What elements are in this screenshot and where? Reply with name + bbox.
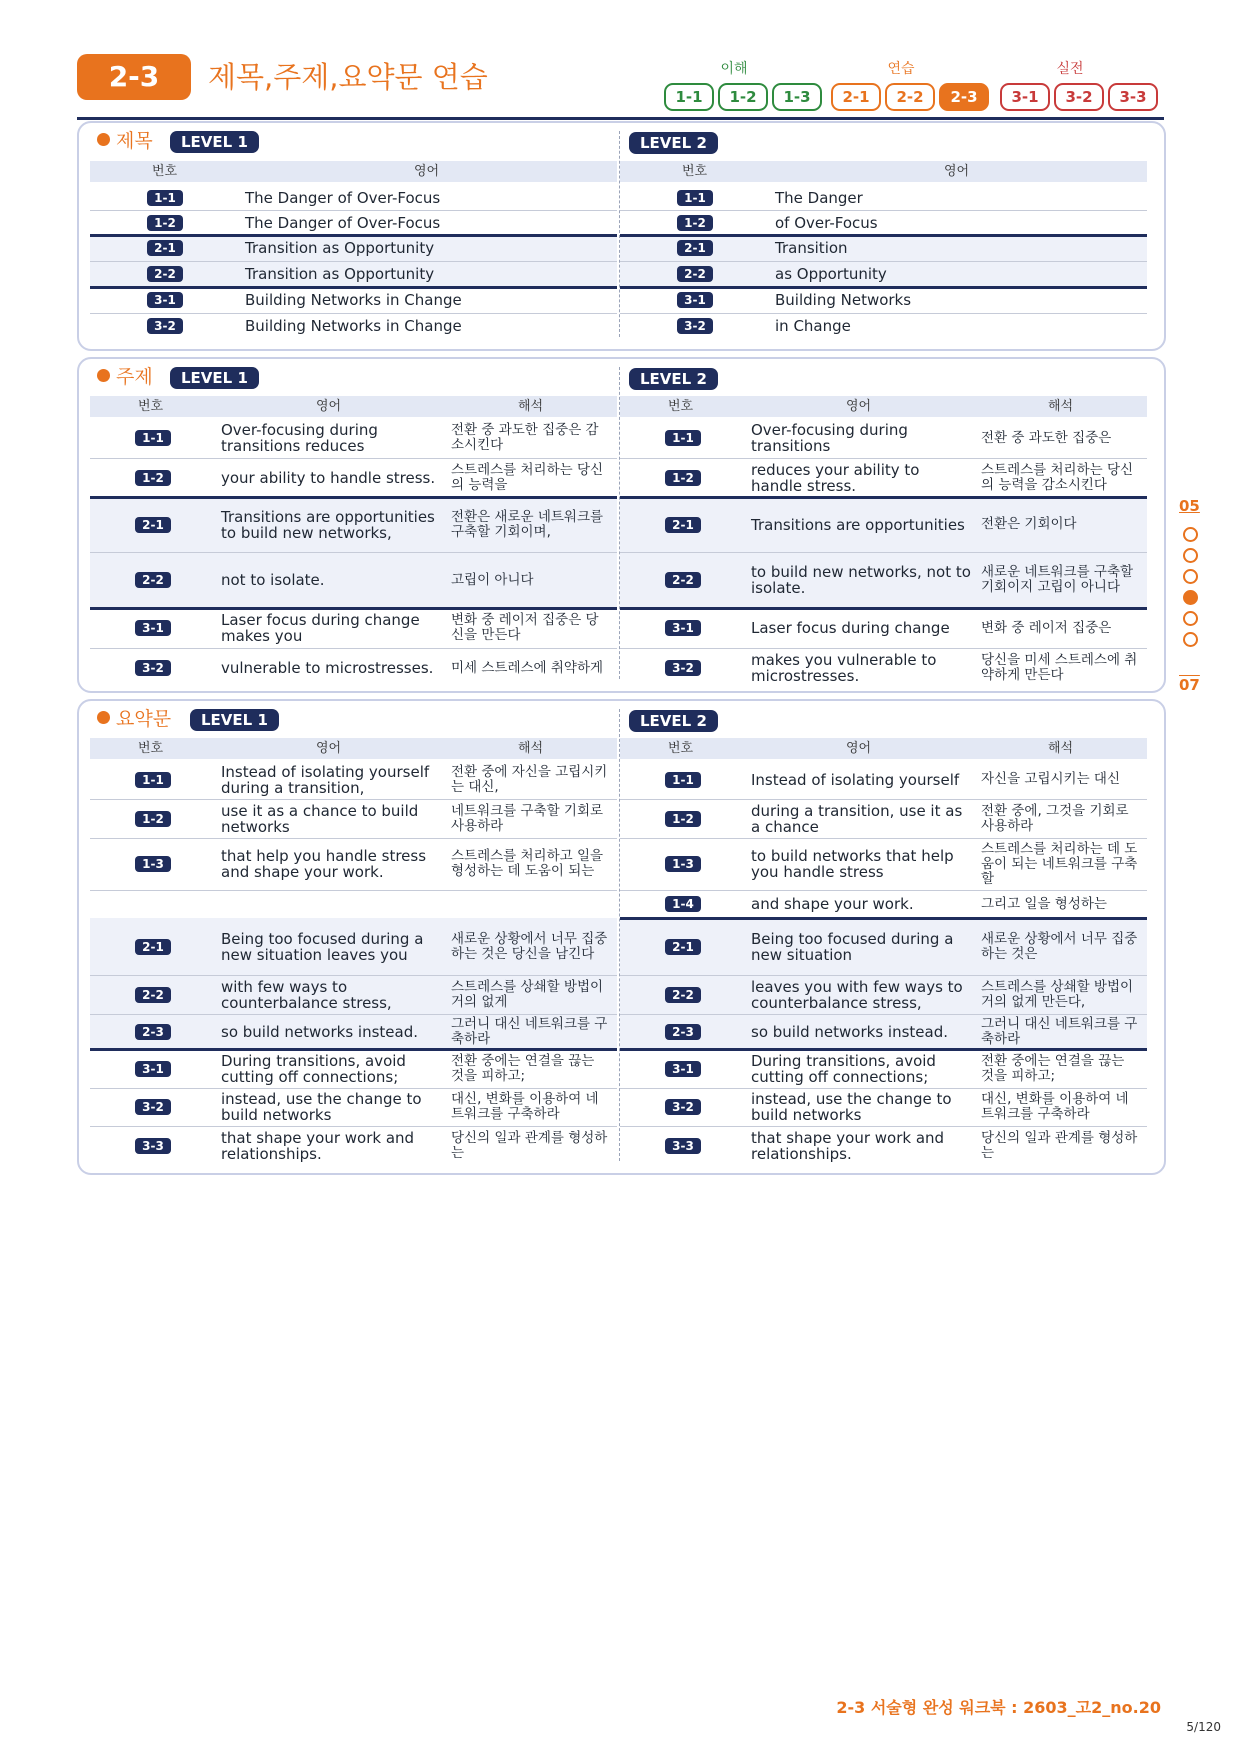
header-num: 번호 <box>138 741 164 756</box>
row-number-badge: 1-2 <box>135 811 171 827</box>
row-english: The Danger of Over-Focus <box>245 188 441 207</box>
row-korean: 전환 중 과도한 집중은 감소시킨다 <box>451 422 599 453</box>
page-title: 제목,주제,요약문 연습 <box>208 60 488 94</box>
row-line <box>620 838 1147 839</box>
row-line <box>620 313 1147 314</box>
row-english: Laser focus during change makes you <box>221 611 420 645</box>
header-en: 영어 <box>414 164 440 179</box>
nav-button-1-1[interactable]: 1-1 <box>664 83 714 111</box>
row-korean: 스트레스를 상쇄할 방법이 거의 없게 만든다, <box>981 978 1134 1010</box>
row-number-badge: 2-2 <box>677 266 713 282</box>
row-english: During transitions, avoid cutting off connections; <box>221 1051 406 1086</box>
row-english: instead, use the change to build networks <box>221 1090 422 1124</box>
row-english: Building Networks in Change <box>245 291 462 309</box>
group-separator <box>620 1048 1147 1051</box>
row-korean: 대신, 변화를 이용하여 네트워크를 구축하라 <box>981 1091 1129 1122</box>
row-english: not to isolate. <box>221 571 325 589</box>
row-number-badge: 2-3 <box>135 1024 171 1040</box>
header-ko: 해석 <box>1048 741 1074 756</box>
row-korean: 새로운 상황에서 너무 집중하는 것은 당신을 남긴다 <box>451 930 608 962</box>
row-korean: 전환 중에, 그것을 기회로 사용하라 <box>981 802 1129 834</box>
table-header <box>90 161 617 182</box>
group-separator <box>90 234 617 237</box>
header-ko: 해석 <box>1048 399 1074 414</box>
row-english: so build networks instead. <box>221 1022 418 1041</box>
nav-button-2-2[interactable]: 2-2 <box>885 83 935 111</box>
level1-badge: LEVEL 1 <box>190 709 279 731</box>
table-header <box>620 738 1147 759</box>
row-number-badge: 2-3 <box>665 1024 701 1040</box>
header-num: 번호 <box>152 164 178 179</box>
row-korean: 전환 중에는 연결을 끊는 것을 피하고; <box>981 1052 1125 1084</box>
row-number-badge: 1-1 <box>135 430 171 446</box>
row-english: Instead of isolating yourself during a transition, <box>221 762 430 797</box>
side-index-circle <box>1183 611 1198 626</box>
row-english: that shape your work and relationships. <box>751 1128 945 1163</box>
group-separator <box>90 496 617 499</box>
row-english: During transitions, avoid cutting off connections; <box>751 1051 936 1086</box>
row-line <box>90 890 617 891</box>
row-number-badge: 3-1 <box>135 620 171 636</box>
row-korean: 네트워크를 구축할 기회로 사용하라 <box>451 802 604 834</box>
row-line <box>620 890 1147 891</box>
row-line <box>620 261 1147 262</box>
row-number-badge: 3-2 <box>665 660 701 676</box>
row-korean: 당신의 일과 관계를 형성하는 <box>981 1129 1138 1161</box>
row-line <box>90 210 617 211</box>
header-num: 번호 <box>138 399 164 414</box>
row-number-badge: 3-2 <box>135 660 171 676</box>
group-separator <box>620 234 1147 237</box>
row-korean: 스트레스를 처리하는 당신의 능력을 감소시킨다 <box>981 461 1134 493</box>
side-index-circle <box>1183 590 1198 605</box>
group-separator <box>620 286 1147 289</box>
row-number-badge: 1-4 <box>665 896 701 912</box>
row-number-badge: 1-2 <box>147 215 183 231</box>
row-number-badge: 3-2 <box>677 318 713 334</box>
row-number-badge: 3-2 <box>147 318 183 334</box>
row-line <box>90 975 617 976</box>
row-korean: 자신을 고립시키는 대신 <box>981 771 1120 787</box>
row-number-badge: 3-2 <box>135 1099 171 1115</box>
row-number-badge: 1-1 <box>665 430 701 446</box>
row-english: that shape your work and relationships. <box>221 1128 415 1163</box>
row-english: Being too focused during a new situation leaves you <box>221 929 424 964</box>
row-number-badge: 2-1 <box>677 240 713 256</box>
bullet-dot-icon <box>97 133 110 146</box>
row-english: Being too focused during a new situation <box>751 929 954 964</box>
section-label: 제목 <box>116 130 153 152</box>
row-english: Building Networks in Change <box>245 317 462 335</box>
row-number-badge: 2-1 <box>665 939 701 955</box>
row-english: Laser focus during change <box>751 619 950 637</box>
section-label: 주제 <box>116 366 153 388</box>
row-english: use it as a chance to build networks <box>221 801 419 836</box>
row-english: reduces your ability to handle stress. <box>751 460 920 495</box>
row-korean: 변화 중 레이저 집중은 <box>981 619 1112 636</box>
row-line <box>90 313 617 314</box>
row-line <box>620 1088 1147 1089</box>
nav-button-1-3[interactable]: 1-3 <box>772 83 822 111</box>
row-korean: 새로운 상황에서 너무 집중하는 것은 <box>981 930 1138 962</box>
row-korean: 전환은 기회이다 <box>981 516 1077 532</box>
row-korean: 당신을 미세 스트레스에 취약하게 만든다 <box>981 652 1138 683</box>
row-korean: 새로운 네트워크를 구축할 기회이지 고립이 아니다 <box>981 564 1134 595</box>
header-en: 영어 <box>944 164 970 179</box>
row-line <box>620 799 1147 800</box>
footer-title: 2-3 서술형 완성 워크북 : 2603_고2_no.20 <box>836 1698 1161 1717</box>
row-number-badge: 1-2 <box>677 215 713 231</box>
nav-button-1-2[interactable]: 1-2 <box>718 83 768 111</box>
row-number-badge: 3-1 <box>665 1061 701 1077</box>
row-line <box>90 458 617 459</box>
row-korean: 변화 중 레이저 집중은 당신을 만든다 <box>451 612 599 643</box>
row-number-badge: 1-2 <box>135 470 171 486</box>
nav-button-3-2[interactable]: 3-2 <box>1054 83 1104 111</box>
row-english: with few ways to counterbalance stress, <box>221 977 392 1012</box>
row-korean: 그러니 대신 네트워크를 구축하라 <box>451 1015 608 1047</box>
lesson-badge: 2-3 <box>77 54 191 100</box>
row-line <box>90 1014 617 1015</box>
header-en: 영어 <box>316 399 342 414</box>
row-english: as Opportunity <box>775 265 887 283</box>
group-separator <box>90 1048 617 1051</box>
header-num: 번호 <box>682 164 708 179</box>
side-index-top: 05 <box>1179 497 1200 515</box>
row-line <box>90 838 617 839</box>
header-num: 번호 <box>668 741 694 756</box>
row-english: Transitions are opportunities <box>751 515 965 534</box>
row-english: Instead of isolating yourself <box>751 770 960 789</box>
level2-badge: LEVEL 2 <box>629 132 718 154</box>
row-korean: 스트레스를 처리하는 데 도움이 되는 네트워크를 구축할 <box>981 840 1138 887</box>
row-english: Over-focusing during transitions reduces <box>221 421 378 455</box>
row-line <box>90 1088 617 1089</box>
row-english: so build networks instead. <box>751 1022 948 1041</box>
page-number: 5/120 <box>1186 1720 1221 1734</box>
group-separator <box>620 607 1147 610</box>
side-index-circle <box>1183 569 1198 584</box>
nav-button-3-3[interactable]: 3-3 <box>1108 83 1158 111</box>
row-line <box>90 1126 617 1127</box>
group-separator <box>90 607 617 610</box>
row-english: leaves you with few ways to counterbalance stress, <box>751 977 963 1012</box>
row-korean: 전환 중 과도한 집중은 <box>981 429 1112 446</box>
row-number-badge: 3-1 <box>147 292 183 308</box>
row-line <box>620 552 1147 553</box>
row-english: The Danger <box>775 188 863 207</box>
header-en: 영어 <box>846 741 872 756</box>
row-english: Transition as Opportunity <box>245 239 435 257</box>
level2-badge: LEVEL 2 <box>629 710 718 732</box>
row-number-badge: 3-3 <box>135 1138 171 1154</box>
row-line <box>620 975 1147 976</box>
group-separator <box>620 496 1147 499</box>
row-english: Transitions are opportunities to build new networks, <box>221 507 435 542</box>
bullet-dot-icon <box>97 711 110 724</box>
level1-badge: LEVEL 1 <box>170 367 259 389</box>
row-english: Transition <box>775 239 848 257</box>
row-korean: 미세 스트레스에 취약하게 <box>451 659 604 676</box>
row-number-badge: 2-1 <box>135 939 171 955</box>
row-number-badge: 2-2 <box>147 266 183 282</box>
row-korean: 전환 중에 자신을 고립시키는 대신, <box>451 763 608 795</box>
header-en: 영어 <box>846 399 872 414</box>
row-english: and shape your work. <box>751 895 914 913</box>
table-header <box>620 161 1147 182</box>
row-english: Over-focusing during transitions <box>751 421 908 455</box>
side-index-circle <box>1183 527 1198 542</box>
row-line <box>620 1014 1147 1015</box>
row-english: Transition as Opportunity <box>245 265 435 283</box>
row-line <box>90 552 617 553</box>
row-english: Building Networks <box>775 291 912 309</box>
side-index-circle <box>1183 632 1198 647</box>
header-ko: 해석 <box>518 399 544 414</box>
row-korean: 스트레스를 처리하고 일을 형성하는 데 도움이 되는 <box>451 848 604 879</box>
row-number-badge: 2-2 <box>665 572 701 588</box>
level1-badge: LEVEL 1 <box>170 131 259 153</box>
row-korean: 전환은 새로운 네트워크를 구축할 기회이며, <box>451 508 604 540</box>
table-header <box>620 396 1147 417</box>
row-number-badge: 1-2 <box>665 811 701 827</box>
header-en: 영어 <box>316 741 342 756</box>
row-number-badge: 3-1 <box>135 1061 171 1077</box>
group-separator <box>620 917 1147 920</box>
nav-button-2-3[interactable]: 2-3 <box>939 83 989 111</box>
row-number-badge: 2-2 <box>135 572 171 588</box>
level2-badge: LEVEL 2 <box>629 368 718 390</box>
row-number-badge: 2-1 <box>665 517 701 533</box>
row-number-badge: 3-2 <box>665 1099 701 1115</box>
row-number-badge: 2-2 <box>665 987 701 1003</box>
row-english: to build new networks, not to isolate. <box>751 563 971 597</box>
row-english: to build networks that help you handle stress <box>751 847 954 881</box>
row-english: vulnerable to microstresses. <box>221 659 434 677</box>
row-line <box>620 1126 1147 1127</box>
side-index-circle <box>1183 548 1198 563</box>
row-korean: 그러니 대신 네트워크를 구축하라 <box>981 1015 1138 1047</box>
row-number-badge: 3-1 <box>677 292 713 308</box>
row-line <box>620 210 1147 211</box>
row-english: your ability to handle stress. <box>221 468 436 487</box>
row-korean: 당신의 일과 관계를 형성하는 <box>451 1129 608 1161</box>
side-index-bottom: 07 <box>1179 676 1200 694</box>
row-korean: 고립이 아니다 <box>451 571 534 588</box>
row-number-badge: 2-1 <box>135 517 171 533</box>
row-line <box>90 261 617 262</box>
group-separator <box>90 286 617 289</box>
row-english: The Danger of Over-Focus <box>245 213 441 232</box>
row-korean: 스트레스를 처리하는 당신의 능력을 <box>451 461 604 493</box>
row-number-badge: 3-1 <box>665 620 701 636</box>
header-ko: 해석 <box>518 741 544 756</box>
row-english: makes you vulnerable to microstresses. <box>751 651 937 685</box>
header-num: 번호 <box>668 399 694 414</box>
row-number-badge: 2-2 <box>135 987 171 1003</box>
row-english: that help you handle stress and shape your work. <box>221 847 427 881</box>
row-korean: 전환 중에는 연결을 끊는 것을 피하고; <box>451 1052 595 1084</box>
row-number-badge: 3-3 <box>665 1138 701 1154</box>
row-english: instead, use the change to build networks <box>751 1090 952 1124</box>
row-number-badge: 1-1 <box>677 190 713 206</box>
bullet-dot-icon <box>97 369 110 382</box>
row-number-badge: 1-3 <box>665 856 701 872</box>
nav-group-label: 이해 <box>720 61 748 77</box>
section-heading <box>97 365 153 389</box>
row-korean: 대신, 변화를 이용하여 네트워크를 구축하라 <box>451 1091 599 1122</box>
row-english: of Over-Focus <box>775 213 878 232</box>
row-korean: 그리고 일을 형성하는 <box>981 895 1107 912</box>
nav-group-label: 실전 <box>1056 61 1084 77</box>
header-rule <box>77 117 1164 120</box>
row-number-badge: 1-1 <box>135 772 171 788</box>
section-label: 요약문 <box>116 708 172 730</box>
row-english: during a transition, use it as a chance <box>751 801 963 836</box>
row-line <box>620 648 1147 649</box>
section-heading <box>97 129 153 153</box>
row-english: in Change <box>775 317 851 335</box>
row-korean: 스트레스를 상쇄할 방법이 거의 없게 <box>451 978 604 1010</box>
nav-button-3-1[interactable]: 3-1 <box>1000 83 1050 111</box>
row-line <box>90 648 617 649</box>
table-header <box>90 396 617 417</box>
row-number-badge: 1-1 <box>147 190 183 206</box>
nav-group-label: 연습 <box>887 61 915 77</box>
nav-button-2-1[interactable]: 2-1 <box>831 83 881 111</box>
table-header <box>90 738 617 759</box>
row-number-badge: 1-3 <box>135 856 171 872</box>
row-number-badge: 1-1 <box>665 772 701 788</box>
row-number-badge: 2-1 <box>147 240 183 256</box>
row-line <box>90 799 617 800</box>
row-number-badge: 1-2 <box>665 470 701 486</box>
section-heading <box>97 707 171 731</box>
row-line <box>620 458 1147 459</box>
